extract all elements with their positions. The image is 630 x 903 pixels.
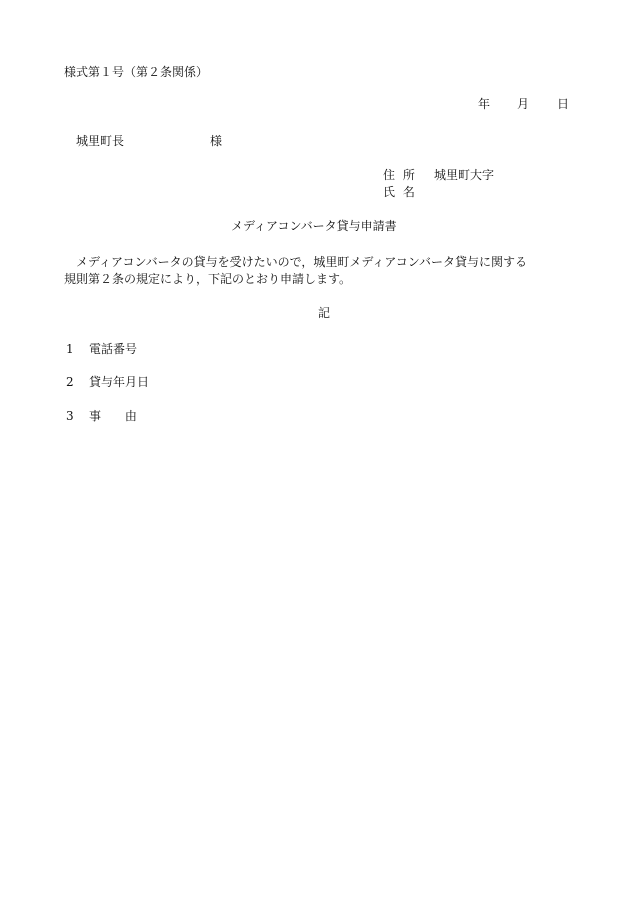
item-2-number: 2 xyxy=(66,375,74,389)
name-label: 氏 名 xyxy=(383,185,417,199)
item-1-label: 電話番号 xyxy=(89,342,138,356)
addressee-name: 城里町長 xyxy=(76,134,125,148)
address-value: 城里町大字 xyxy=(434,168,495,182)
record-heading: 記 xyxy=(318,306,331,320)
date-day-label: 日 xyxy=(557,97,570,111)
body-text-line-2: 規則第２条の規定により，下記のとおり申請します。 xyxy=(64,272,352,286)
date-year-label: 年 xyxy=(478,97,491,111)
document-title: メディアコンバータ貸与申請書 xyxy=(231,219,397,233)
addressee-honorific: 様 xyxy=(210,134,223,148)
address-label: 住 所 xyxy=(383,168,417,182)
body-text-line-1: メディアコンバータの貸与を受けたいので，城里町メディアコンバータ貸与に関する xyxy=(76,255,527,269)
item-3-number: 3 xyxy=(66,409,74,423)
item-1-number: 1 xyxy=(66,342,74,356)
item-3-label: 事 由 xyxy=(89,409,147,423)
date-month-label: 月 xyxy=(517,97,530,111)
form-number: 様式第１号（第２条関係） xyxy=(64,65,209,79)
item-2-label: 貸与年月日 xyxy=(89,375,150,389)
